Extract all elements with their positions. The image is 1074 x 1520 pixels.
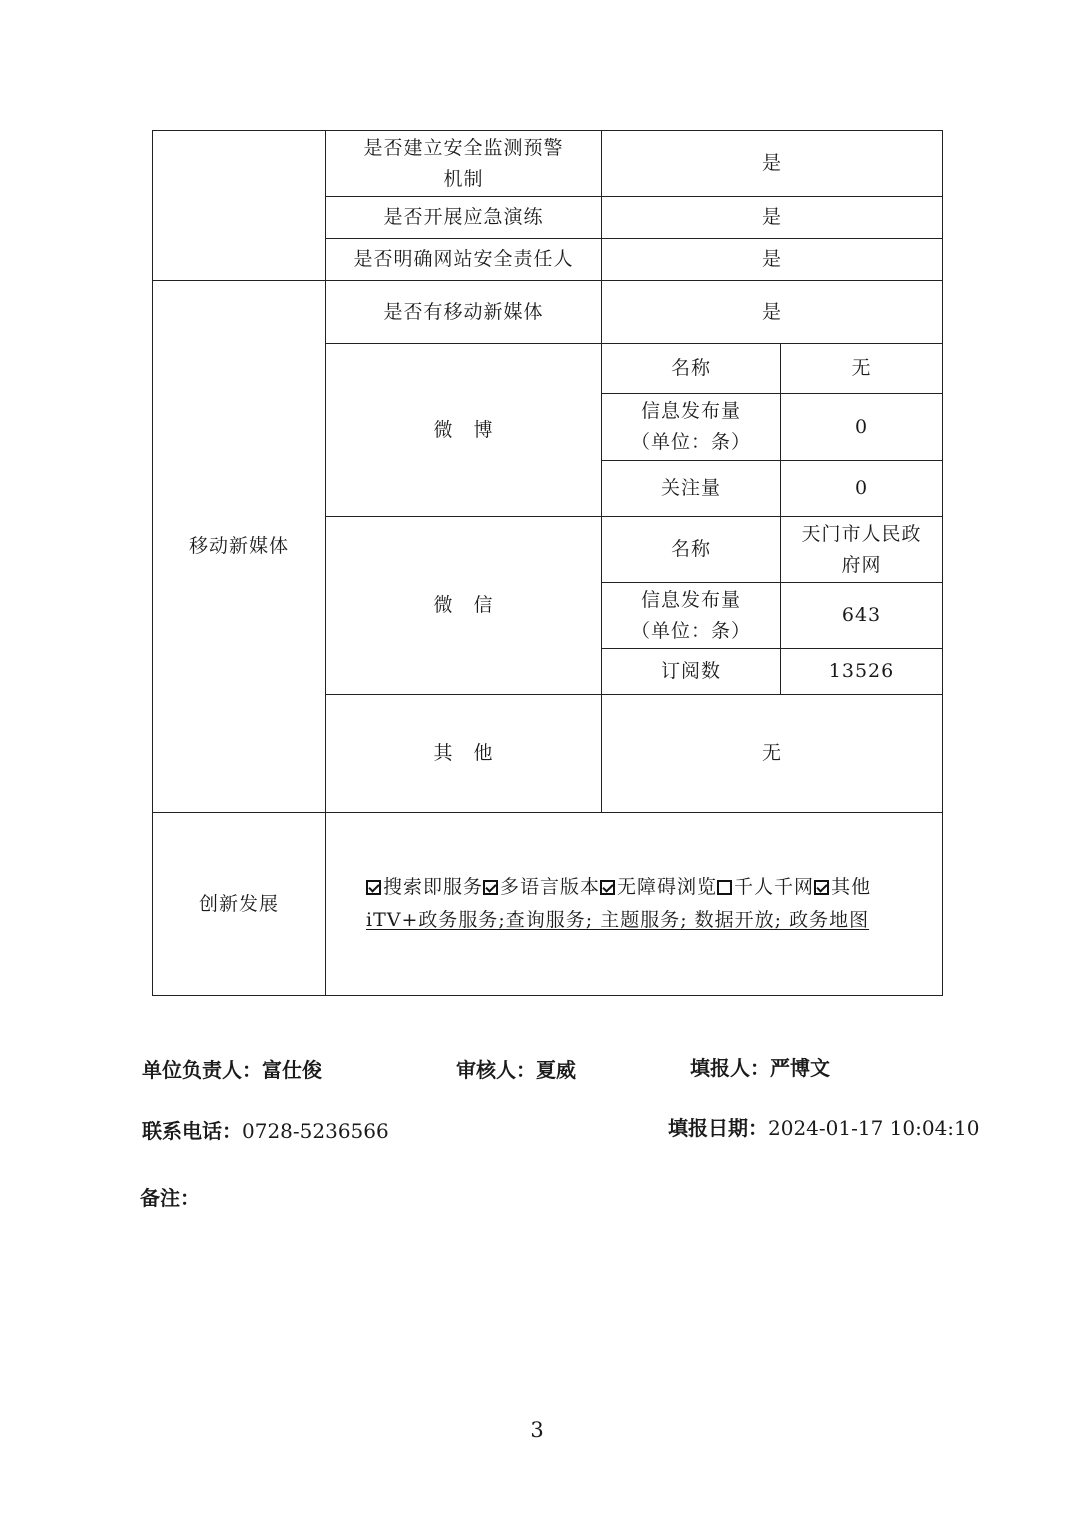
unit-head-label: 单位负责人： (142, 1058, 262, 1082)
innovation-options-cell (326, 813, 943, 996)
unit-head-field (142, 1054, 322, 1083)
monitoring-label: 是否建立安全监测预警机制 (326, 131, 602, 197)
wechat-subscribers-value: 13526 (781, 649, 943, 695)
weibo-posts-value: 0 (781, 394, 943, 461)
date-value: 2024-01-17 10:04:10 (768, 1116, 980, 1140)
remarks-field (140, 1182, 200, 1211)
monitoring-value: 是 (602, 131, 943, 197)
reviewer-label: 审核人： (456, 1058, 536, 1082)
weibo-posts-label-line1: 信息发布量 (640, 400, 741, 422)
drill-value: 是 (602, 197, 943, 239)
weibo-posts-label (602, 394, 781, 461)
filler-value: 严博文 (770, 1056, 830, 1080)
reviewer-value: 夏威 (536, 1058, 576, 1082)
wechat-posts-label-line2: （单位：条） (630, 619, 751, 642)
wechat-posts-label-line1: 信息发布量 (640, 588, 741, 611)
wechat-posts-label (602, 583, 781, 649)
responsible-value: 是 (602, 239, 943, 281)
mobile-section-label: 移动新媒体 (153, 281, 326, 813)
table-row (153, 813, 943, 996)
other-detail-text: iTV+政务服务;查询服务; 主题服务; 数据开放; 政务地图 (366, 909, 870, 931)
weibo-name-label: 名称 (602, 344, 781, 394)
checkbox-icon[interactable] (814, 880, 829, 895)
wechat-name-value: 天门市人民政府网 (781, 517, 943, 583)
has-mobile-value: 是 (602, 281, 943, 344)
weibo-followers-value: 0 (781, 461, 943, 517)
checkbox-icon[interactable] (483, 880, 498, 895)
report-table (152, 130, 943, 996)
other-label: 其 他 (326, 695, 602, 813)
date-field (668, 1112, 980, 1141)
table-row (153, 131, 943, 197)
responsible-label: 是否明确网站安全责任人 (326, 239, 602, 281)
innovation-label: 创新发展 (153, 813, 326, 996)
option-label: 无障碍浏览 (617, 876, 718, 898)
weibo-label: 微 博 (326, 344, 602, 517)
checkbox-icon[interactable] (366, 880, 381, 895)
option-label: 多语言版本 (500, 876, 601, 898)
phone-field (142, 1115, 389, 1144)
wechat-label: 微 信 (326, 517, 602, 695)
innovation-options-line (366, 871, 936, 904)
weibo-followers-label: 关注量 (602, 461, 781, 517)
security-section-cell (153, 131, 326, 281)
phone-label: 联系电话： (142, 1119, 242, 1143)
filler-label: 填报人： (690, 1056, 770, 1080)
unit-head-value: 富仕俊 (262, 1058, 322, 1082)
drill-label: 是否开展应急演练 (326, 197, 602, 239)
wechat-name-label: 名称 (602, 517, 781, 583)
weibo-posts-label-line2: （单位：条） (630, 431, 751, 453)
option-label: 其他 (831, 876, 872, 898)
option-label: 千人千网 (734, 876, 815, 898)
has-mobile-label: 是否有移动新媒体 (326, 281, 602, 344)
checkbox-icon[interactable] (600, 880, 615, 895)
wechat-subscribers-label: 订阅数 (602, 649, 781, 695)
other-value: 无 (602, 695, 943, 813)
phone-value: 0728-5236566 (242, 1119, 389, 1143)
option-label: 搜索即服务 (383, 876, 484, 898)
date-label: 填报日期： (668, 1116, 768, 1140)
wechat-posts-value: 643 (781, 583, 943, 649)
remarks-label: 备注： (140, 1186, 200, 1210)
checkbox-icon[interactable] (717, 880, 732, 895)
filler-field (690, 1052, 830, 1081)
table-row (153, 281, 943, 344)
reviewer-field (456, 1054, 576, 1083)
page-number: 3 (530, 1418, 544, 1442)
weibo-name-value: 无 (781, 344, 943, 394)
